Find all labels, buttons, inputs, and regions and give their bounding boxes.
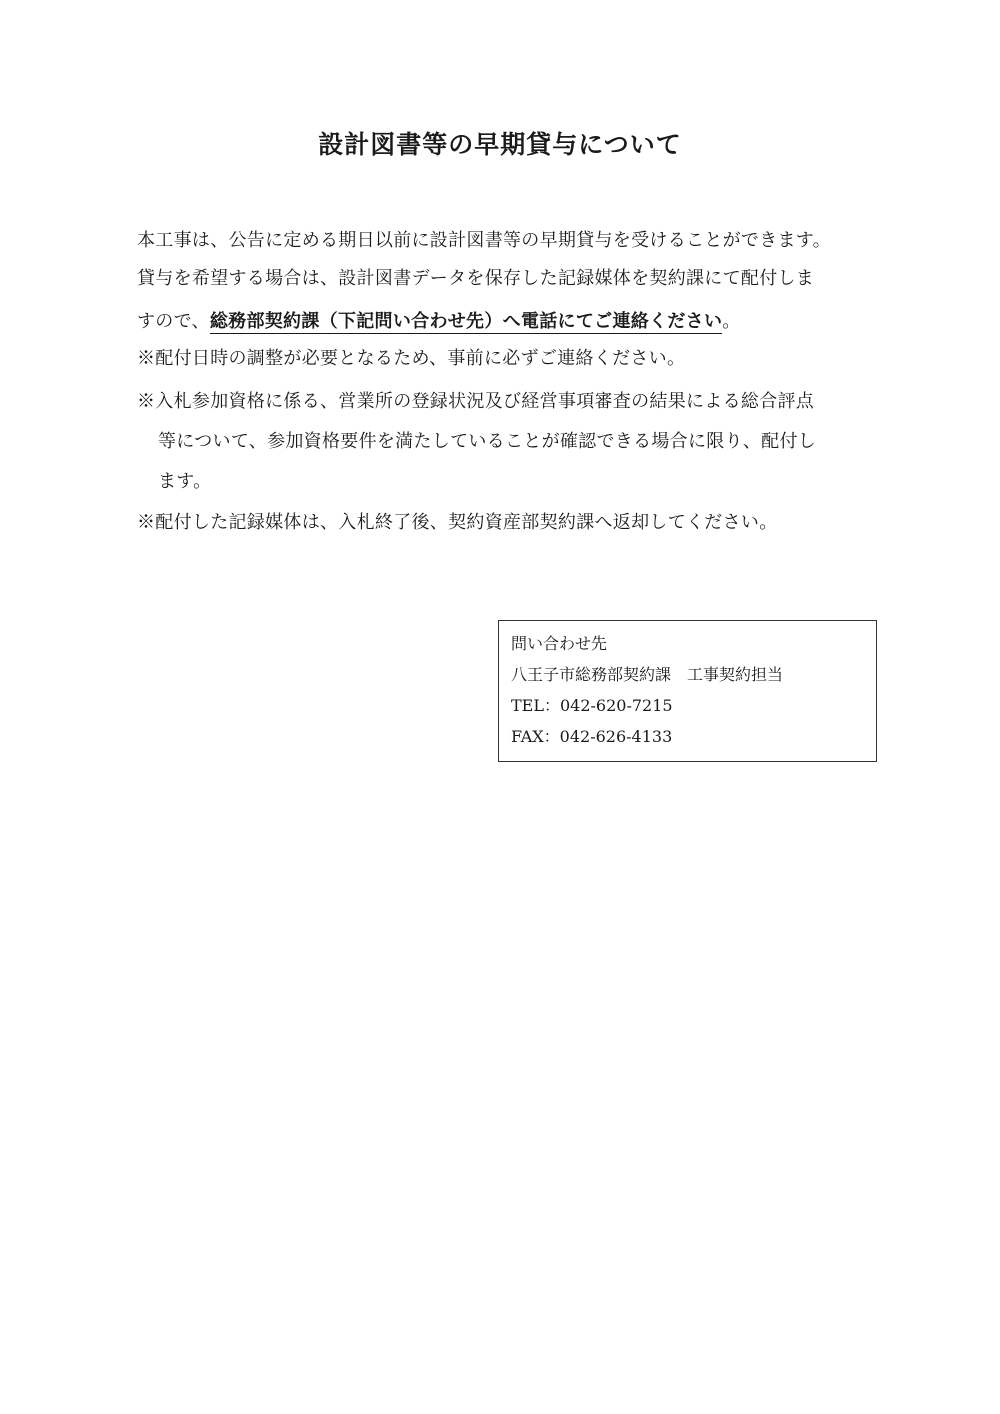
contact-instruction-emphasis: 総務部契約課（下記問い合わせ先）へ電話にてご連絡ください — [209, 311, 723, 332]
note-eligibility-line-3: ます。 — [158, 471, 212, 492]
note-eligibility-line-1: ※入札参加資格に係る、営業所の登録状況及び経営事項審査の結果による総合評点 — [137, 391, 815, 412]
note-return-media: ※配付した記録媒体は、入札終了後、契約資産部契約課へ返却してください。 — [137, 512, 778, 533]
paragraph-line-2: 貸与を希望する場合は、設計図書データを保存した記録媒体を契約課にて配付しま — [137, 268, 815, 289]
contact-heading: 問い合わせ先 — [511, 634, 608, 653]
contact-department: 八王子市総務部契約課 工事契約担当 — [511, 665, 784, 684]
contact-tel: TEL：042-620-7215 — [511, 696, 673, 715]
paragraph-line-1: 本工事は、公告に定める期日以前に設計図書等の早期貸与を受けることができます。 — [137, 230, 831, 251]
note-schedule: ※配付日時の調整が必要となるため、事前に必ずご連絡ください。 — [137, 348, 686, 369]
page-title: 設計図書等の早期貸与について — [318, 130, 682, 159]
paragraph-line-3-prefix: すので、 — [137, 311, 210, 332]
note-eligibility-line-2: 等について、参加資格要件を満たしていることが確認できる場合に限り、配付し — [158, 431, 817, 452]
paragraph-line-3 — [137, 309, 741, 335]
paragraph-line-3-suffix: 。 — [722, 311, 741, 332]
contact-fax: FAX：042-626-4133 — [511, 727, 673, 746]
contact-box — [498, 620, 877, 762]
